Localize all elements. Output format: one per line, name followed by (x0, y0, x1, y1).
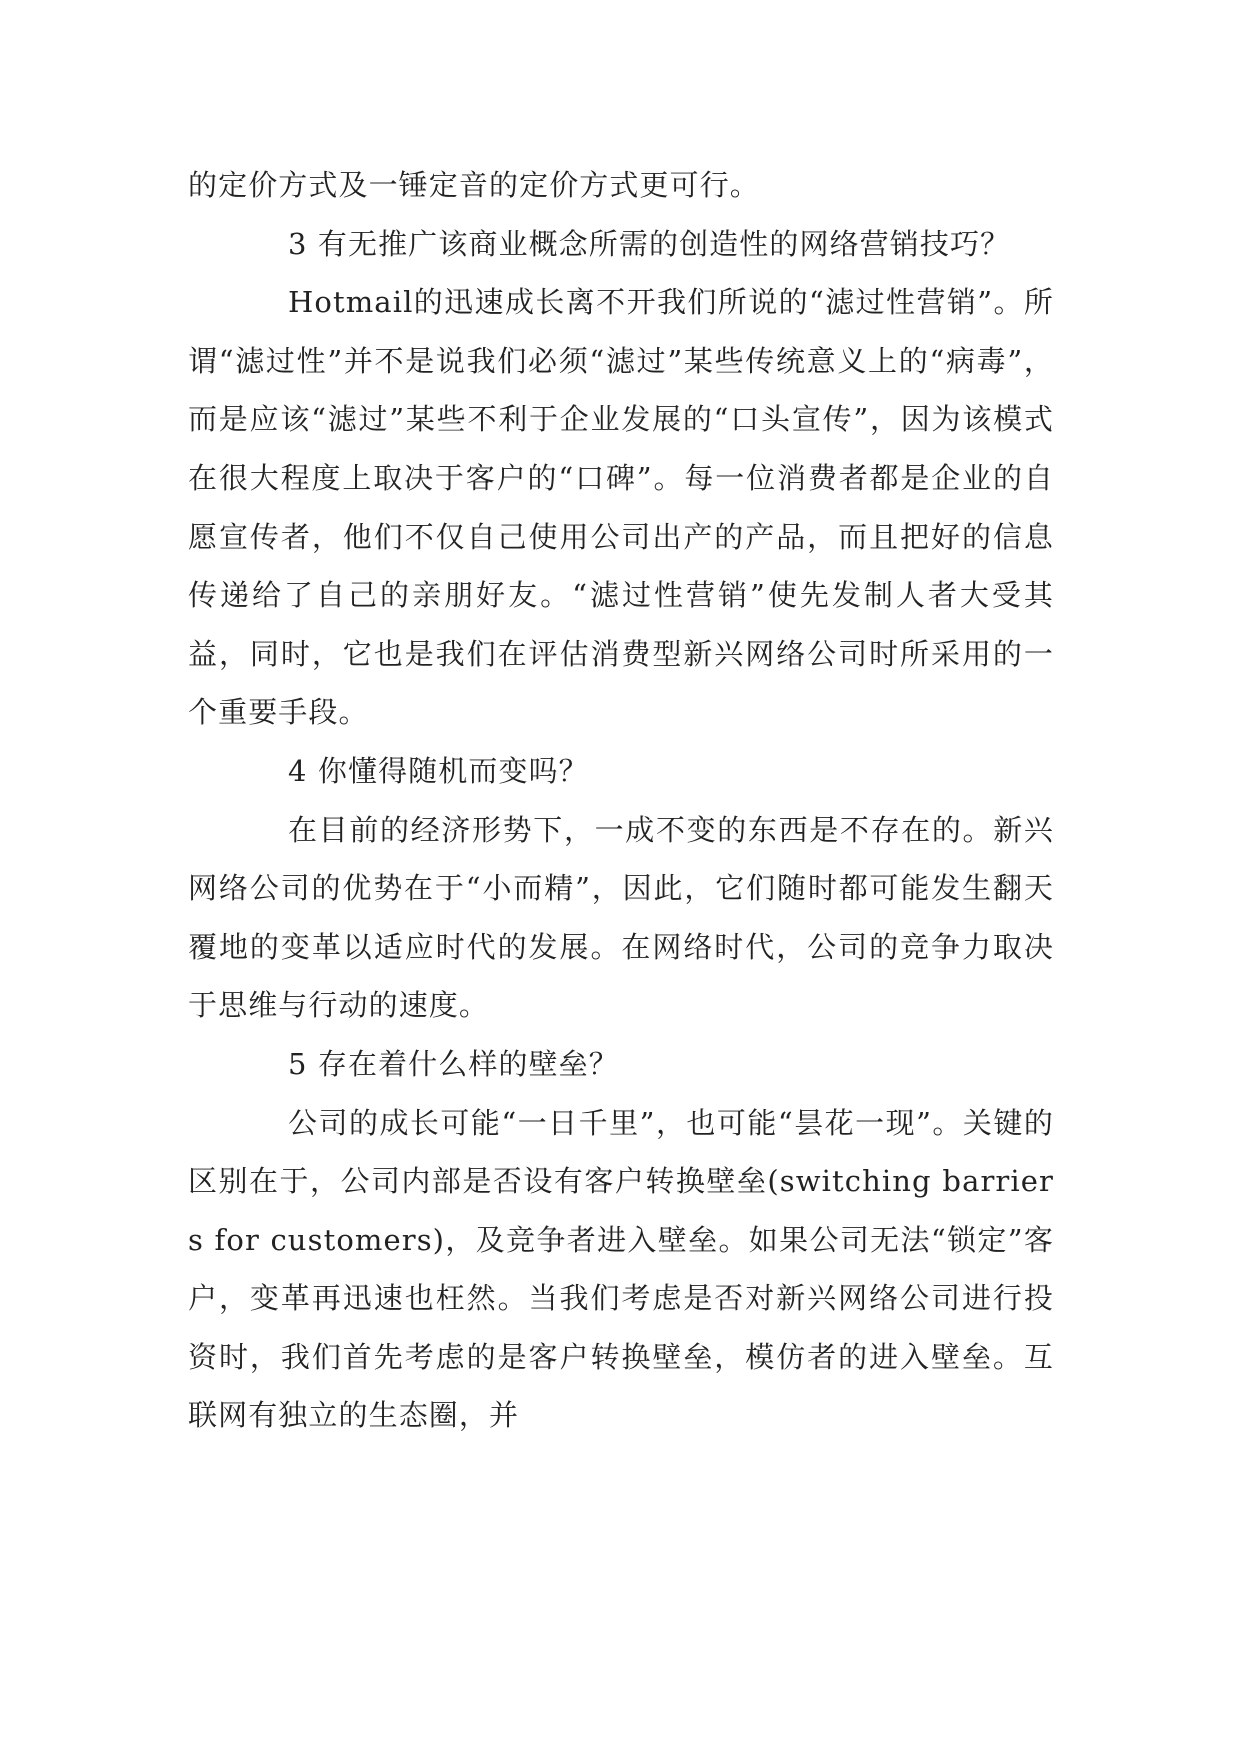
heading-question-3: 3 有无推广该商业概念所需的创造性的网络营销技巧？ (288, 226, 1011, 261)
heading-question-4: 4 你懂得随机而变吗？ (288, 753, 589, 788)
document-page (188, 156, 1054, 1445)
paragraph-adaptability: 在目前的经济形势下，一成不变的东西是不存在的。新兴网络公司的优势在于“小而精”，因此，它们随时都可能发生翻天覆地的变革以适应时代的发展。在网络时代，公司的竞争力取决于思维与行动的速度。 (188, 812, 1054, 1023)
paragraph-barriers: 公司的成长可能“一日千里”，也可能“昙花一现”。关键的区别在于，公司内部是否设有客户转换壁垒(switching barriers for customers)，及竞争者进入壁垒。如果公司无法“锁定”客户，变革再迅速也枉然。当我们考虑是否对新兴网络公司进行投资时，我们首先考虑的是客户转换壁垒，模仿者的进入壁垒。互联网有独立的生态圈，并 (188, 1105, 1054, 1433)
paragraph-hotmail-marketing: Hotmail的迅速成长离不开我们所说的“滤过性营销”。所谓“滤过性”并不是说我们必须“滤过”某些传统意义上的“病毒”，而是应该“滤过”某些不利于企业发展的“口头宣传”，因为该模式在很大程度上取决于客户的“口碑”。每一位消费者都是企业的自愿宣传者，他们不仅自己使用公司出产的产品，而且把好的信息传递给了自己的亲朋好友。“滤过性营销”使先发制人者大受其益，同时，它也是我们在评估消费型新兴网络公司时所采用的一个重要手段。 (188, 285, 1054, 730)
heading-question-5: 5 存在着什么样的壁垒？ (288, 1046, 619, 1081)
paragraph-pricing-end: 的定价方式及一锤定音的定价方式更可行。 (188, 168, 760, 202)
